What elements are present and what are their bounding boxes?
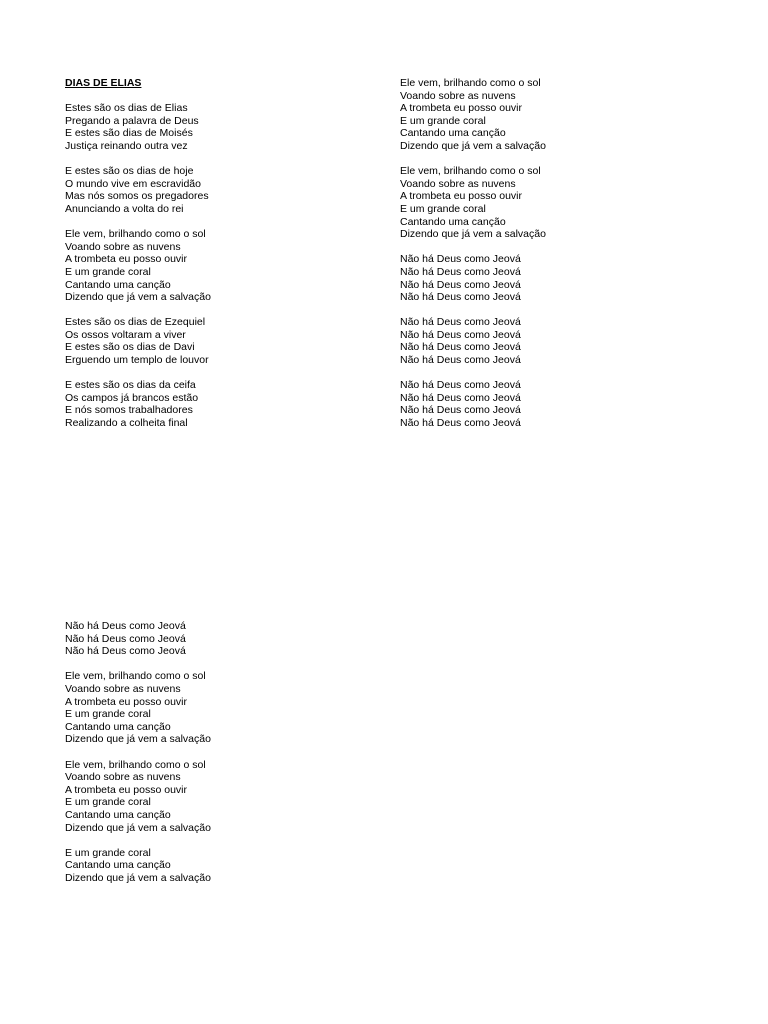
lyric-line: Estes são os dias de Elias xyxy=(65,102,188,115)
stanza xyxy=(65,379,211,429)
lyric-line: Não há Deus como Jeová xyxy=(400,278,521,291)
stanza xyxy=(400,253,546,303)
lyric-line: Ele vem, brilhando como o sol xyxy=(65,670,206,683)
lyric-line: E um grande coral xyxy=(65,265,151,278)
stanza xyxy=(400,165,546,241)
lyric-line: Ele vem, brilhando como o sol xyxy=(400,165,541,178)
lyric-line: Não há Deus como Jeová xyxy=(65,632,186,645)
lyric-line: E estes são os dias de hoje xyxy=(65,165,194,178)
stanza xyxy=(65,847,211,885)
lyric-line: Não há Deus como Jeová xyxy=(400,265,521,278)
lyric-line: Ele vem, brilhando como o sol xyxy=(65,228,206,241)
lyric-line: Mas nós somos os pregadores xyxy=(65,190,209,203)
lyric-line: Cantando uma canção xyxy=(65,859,171,872)
lyric-line: Não há Deus como Jeová xyxy=(400,379,521,392)
lyric-line: E nós somos trabalhadores xyxy=(65,404,193,417)
lyric-line: Erguendo um templo de louvor xyxy=(65,354,209,367)
lyric-line: Dizendo que já vem a salvação xyxy=(65,291,211,304)
lyrics-column-bottom xyxy=(65,620,211,884)
lyric-line: Cantando uma canção xyxy=(65,278,171,291)
lyric-line: Não há Deus como Jeová xyxy=(400,291,521,304)
lyric-line: E um grande coral xyxy=(65,708,151,721)
lyric-line: A trombeta eu posso ouvir xyxy=(65,783,187,796)
lyric-line: E estes são dias de Moisés xyxy=(65,127,193,140)
lyric-line: Voando sobre as nuvens xyxy=(65,682,181,695)
lyric-line: E um grande coral xyxy=(65,846,151,859)
lyric-line: Justiça reinando outra vez xyxy=(65,139,188,152)
lyric-line: Não há Deus como Jeová xyxy=(400,341,521,354)
lyric-line: A trombeta eu posso ouvir xyxy=(65,253,187,266)
stanza xyxy=(400,316,546,366)
stanza xyxy=(65,102,211,152)
lyric-line: Dizendo que já vem a salvação xyxy=(65,733,211,746)
stanza xyxy=(65,670,211,746)
lyric-line: Não há Deus como Jeová xyxy=(400,417,521,430)
lyric-line: E um grande coral xyxy=(400,202,486,215)
stanza xyxy=(65,620,211,658)
lyric-line: Cantando uma canção xyxy=(65,808,171,821)
lyric-line: Não há Deus como Jeová xyxy=(400,354,521,367)
stanza xyxy=(65,165,211,215)
stanza-list-bottom xyxy=(65,620,211,884)
lyric-line: Cantando uma canção xyxy=(400,127,506,140)
lyric-line: Dizendo que já vem a salvação xyxy=(65,821,211,834)
lyric-line: Não há Deus como Jeová xyxy=(400,253,521,266)
lyric-line: Voando sobre as nuvens xyxy=(400,177,516,190)
stanza-list-right xyxy=(400,77,546,430)
lyric-line: Não há Deus como Jeová xyxy=(400,316,521,329)
lyric-line: A trombeta eu posso ouvir xyxy=(400,190,522,203)
stanza xyxy=(65,759,211,835)
lyric-line: Voando sobre as nuvens xyxy=(65,240,181,253)
lyric-line: Não há Deus como Jeová xyxy=(400,328,521,341)
lyric-line: E um grande coral xyxy=(65,796,151,809)
lyric-line: Anunciando a volta do rei xyxy=(65,202,184,215)
lyric-line: E um grande coral xyxy=(400,114,486,127)
lyric-line: O mundo vive em escravidão xyxy=(65,177,201,190)
lyric-line: Ele vem, brilhando como o sol xyxy=(65,758,206,771)
lyric-line: Não há Deus como Jeová xyxy=(400,404,521,417)
lyric-line: E estes são os dias de Davi xyxy=(65,341,195,354)
lyric-line: Dizendo que já vem a salvação xyxy=(65,871,211,884)
stanza xyxy=(65,316,211,366)
lyric-line: A trombeta eu posso ouvir xyxy=(65,695,187,708)
lyric-line: Cantando uma canção xyxy=(400,215,506,228)
lyric-line: Não há Deus como Jeová xyxy=(400,391,521,404)
lyric-line: Não há Deus como Jeová xyxy=(65,620,186,632)
stanza xyxy=(400,77,546,153)
stanza-list-left xyxy=(65,102,211,429)
lyric-line: Os campos já brancos estão xyxy=(65,391,199,404)
lyric-line: Pregando a palavra de Deus xyxy=(65,114,199,127)
lyric-line: Dizendo que já vem a salvação xyxy=(400,228,546,241)
lyrics-column-left xyxy=(65,77,211,430)
lyric-line: Os ossos voltaram a viver xyxy=(65,328,186,341)
song-title: DIAS DE ELIAS xyxy=(65,77,142,89)
stanza xyxy=(400,379,546,429)
lyrics-column-right xyxy=(400,77,546,430)
lyric-line: E estes são os dias da ceifa xyxy=(65,379,196,392)
lyric-line: Cantando uma canção xyxy=(65,720,171,733)
lyric-line: Voando sobre as nuvens xyxy=(65,771,181,784)
lyric-line: Realizando a colheita final xyxy=(65,417,188,430)
lyric-line: Não há Deus como Jeová xyxy=(65,645,186,658)
lyric-line: Voando sobre as nuvens xyxy=(400,89,516,102)
lyric-line: A trombeta eu posso ouvir xyxy=(400,102,522,115)
lyric-line: Estes são os dias de Ezequiel xyxy=(65,316,206,329)
stanza xyxy=(65,228,211,304)
lyric-line: Ele vem, brilhando como o sol xyxy=(400,77,541,89)
lyric-line: Dizendo que já vem a salvação xyxy=(400,139,546,152)
